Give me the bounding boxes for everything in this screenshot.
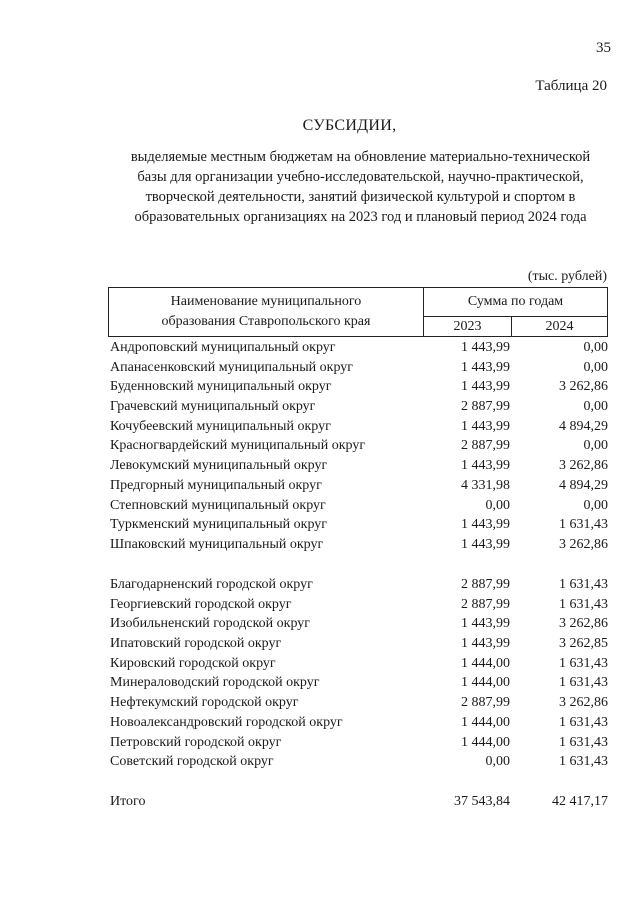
row-value-2023: 1 443,99 — [461, 340, 510, 355]
row-value-2024: 3 262,86 — [559, 536, 608, 552]
row-value-2024: 0,00 — [583, 399, 608, 415]
subtitle-line: выделяемые местным бюджетам на обновление материально-технической — [130, 149, 591, 165]
row-value-2023: 1 443,99 — [461, 517, 510, 533]
row-value-2023: 2 887,99 — [461, 438, 510, 454]
table-row — [110, 456, 610, 476]
city-okrugs-rows — [110, 575, 610, 772]
table-row — [110, 693, 610, 713]
row-value-2024: 3 262,86 — [559, 616, 608, 632]
row-value-2023: 2 887,99 — [461, 577, 510, 592]
row-name: Кочубеевский муниципальный округ — [110, 418, 331, 434]
table-row — [110, 713, 610, 733]
table-row — [110, 377, 610, 397]
table-row — [110, 358, 610, 378]
row-value-2023: 1 444,00 — [461, 675, 510, 691]
page-number: 35 — [596, 40, 611, 56]
row-value-2024: 4 894,29 — [559, 418, 608, 434]
row-name: Минераловодский городской округ — [110, 675, 320, 691]
row-value-2023: 2 887,99 — [461, 399, 510, 415]
row-value-2024: 1 631,43 — [559, 596, 608, 612]
row-value-2024: 3 262,86 — [559, 458, 608, 474]
units-label: (тыс. рублей) — [527, 269, 607, 284]
row-value-2023: 1 443,99 — [461, 636, 510, 652]
table-row — [110, 614, 610, 634]
row-value-2024: 1 631,43 — [559, 577, 608, 592]
table-row — [110, 515, 610, 535]
row-name: Благодарненский городской округ — [110, 577, 313, 592]
table-number: Таблица 20 — [535, 78, 607, 94]
row-name: Кировский городской округ — [110, 655, 276, 671]
row-value-2023: 1 444,00 — [461, 734, 510, 750]
row-value-2024: 1 631,43 — [559, 675, 608, 691]
table-row — [110, 535, 610, 555]
total-2024: 42 417,17 — [552, 794, 608, 809]
subtitle-line: творческой деятельности, занятий физической культурой и спортом в — [145, 189, 576, 205]
row-name: Грачевский муниципальный округ — [110, 399, 316, 415]
row-value-2024: 1 631,43 — [559, 655, 608, 671]
table-row — [110, 634, 610, 654]
row-value-2024: 3 262,86 — [559, 379, 608, 395]
total-row — [110, 792, 610, 812]
row-value-2023: 4 331,98 — [461, 477, 510, 493]
row-value-2023: 2 887,99 — [461, 695, 510, 711]
row-name: Степновский муниципальный округ — [110, 497, 326, 513]
row-name: Петровский городской округ — [110, 734, 282, 750]
row-value-2023: 0,00 — [485, 754, 510, 770]
header-year-2023: 2023 — [424, 317, 512, 336]
table-row — [110, 417, 610, 437]
table-row — [110, 654, 610, 674]
row-name: Красногвардейский муниципальный округ — [110, 438, 366, 454]
municipal-okrugs-rows — [110, 338, 610, 555]
subtitle-line: образовательных организациях на 2023 год и плановый период 2024 года — [134, 209, 587, 225]
row-value-2024: 0,00 — [583, 497, 608, 513]
row-value-2023: 1 443,99 — [461, 616, 510, 632]
row-value-2023: 1 444,00 — [461, 714, 510, 730]
subtitle-line: базы для организации учебно-исследовательской, научно-практической, — [137, 169, 584, 185]
header-sum-cell: Сумма по годам — [424, 288, 607, 317]
row-value-2024: 3 262,86 — [559, 695, 608, 711]
row-value-2023: 0,00 — [485, 497, 510, 513]
row-value-2024: 0,00 — [583, 359, 608, 375]
table-row — [110, 752, 610, 772]
row-value-2023: 2 887,99 — [461, 596, 510, 612]
total-label: Итого — [110, 794, 146, 809]
row-value-2024: 3 262,85 — [559, 636, 608, 652]
total-2023: 37 543,84 — [454, 794, 510, 809]
table-row — [110, 436, 610, 456]
row-name: Изобильненский городской округ — [110, 616, 311, 632]
row-name: Ипатовский городской округ — [110, 636, 282, 652]
row-name: Буденновский муниципальный округ — [110, 379, 332, 395]
row-name: Туркменский муниципальный округ — [110, 517, 327, 533]
row-name: Предгорный муниципальный округ — [110, 477, 322, 493]
row-name: Нефтекумский городской округ — [110, 695, 299, 711]
row-value-2024: 1 631,43 — [559, 714, 608, 730]
row-value-2024: 1 631,43 — [559, 517, 608, 533]
table-row — [110, 496, 610, 516]
row-value-2024: 4 894,29 — [559, 477, 608, 493]
document-title: СУБСИДИИ, — [302, 117, 397, 134]
table-row — [110, 733, 610, 753]
table-row — [110, 673, 610, 693]
header-name-line1: Наименование муниципального — [170, 294, 362, 309]
row-name: Апанасенковский муниципальный округ — [110, 359, 354, 375]
row-name: Андроповский муниципальный округ — [110, 340, 336, 355]
row-value-2023: 1 443,99 — [461, 418, 510, 434]
row-value-2024: 1 631,43 — [559, 734, 608, 750]
row-name: Георгиевский городской округ — [110, 596, 292, 612]
row-name: Шпаковский муниципальный округ — [110, 536, 324, 552]
row-name: Левокумский муниципальный округ — [110, 458, 328, 474]
table-header — [108, 287, 608, 337]
table-row — [110, 595, 610, 615]
table-row — [110, 397, 610, 417]
row-value-2023: 1 443,99 — [461, 458, 510, 474]
row-value-2024: 0,00 — [583, 438, 608, 454]
table-row — [110, 338, 610, 358]
row-value-2023: 1 443,99 — [461, 359, 510, 375]
row-value-2023: 1 443,99 — [461, 379, 510, 395]
row-value-2023: 1 444,00 — [461, 655, 510, 671]
header-name-line2: образования Ставропольского края — [161, 314, 371, 329]
row-value-2023: 1 443,99 — [461, 536, 510, 552]
header-year-2024: 2024 — [545, 318, 574, 334]
row-value-2024: 1 631,43 — [559, 754, 608, 770]
row-value-2024: 0,00 — [583, 340, 608, 355]
header-name-cell — [109, 288, 424, 336]
document-subtitle — [110, 147, 611, 227]
table-row — [110, 575, 610, 595]
row-name: Новоалександровский городской округ — [110, 714, 343, 730]
table-row — [110, 476, 610, 496]
row-name: Советский городской округ — [110, 754, 274, 770]
